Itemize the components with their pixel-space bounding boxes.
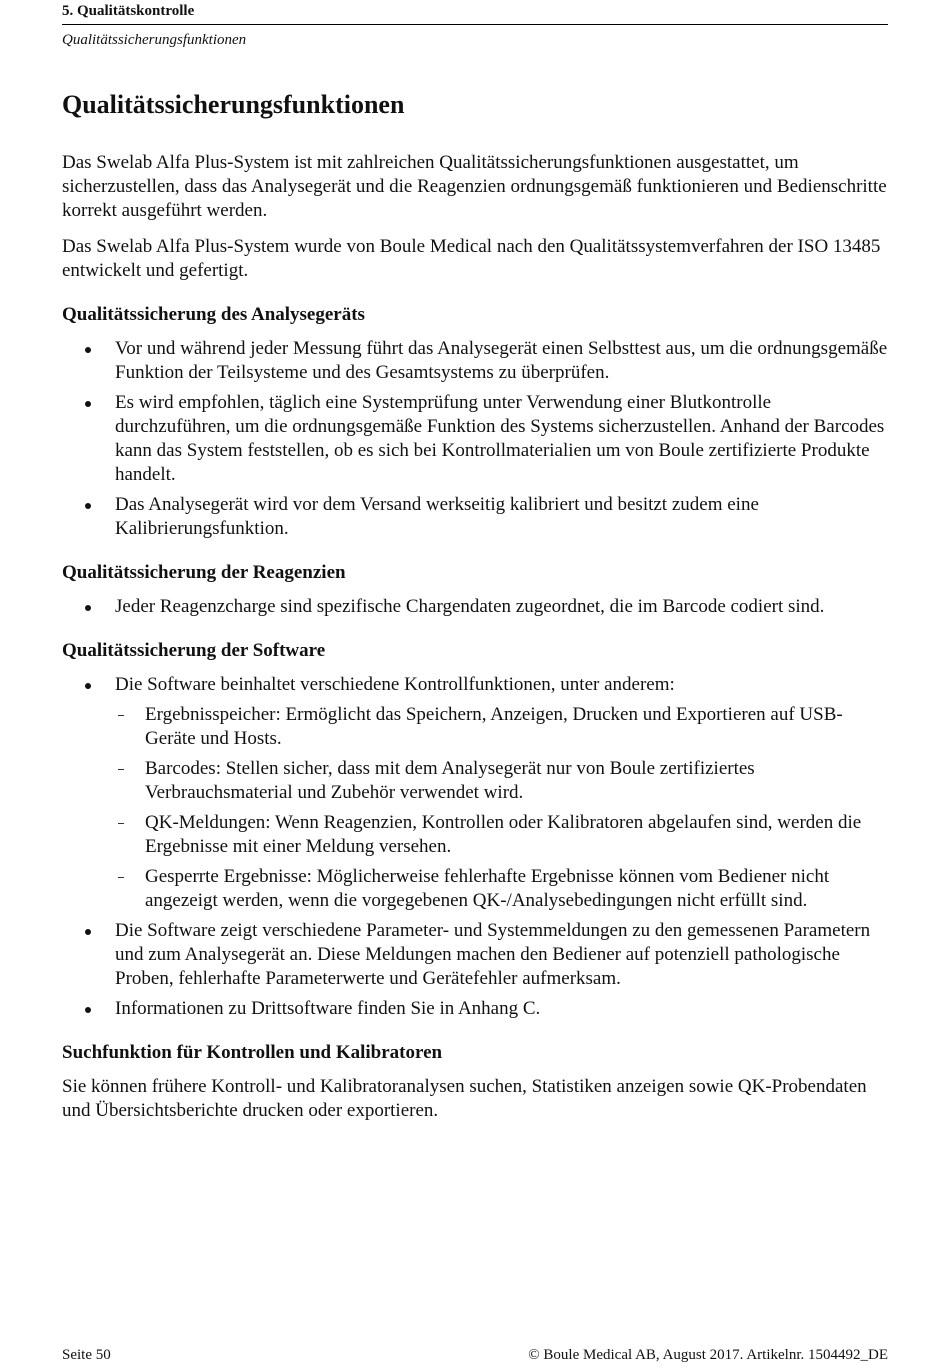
page-title: Qualitätssicherungsfunktionen [62, 90, 405, 119]
bullet-icon [85, 929, 91, 935]
search-function-paragraph: Sie können frühere Kontroll- und Kalibratoranalysen suchen, Statistiken anzeigen sowie QK-Probendaten und Übersichtsberichte drucken oder exportieren. [62, 1076, 867, 1121]
list-item: Die Software zeigt verschiedene Parameter- und Systemmeldungen zu den gemessenen Parametern und zum Analysegerät an. Diese Meldungen machen den Bediener auf potenziell pathologische Proben, fehlerhafte Parameterwerte und Gerätefehler aufmerksam. [62, 919, 888, 991]
list-item: Die Software beinhaltet verschiedene Kontrollfunktionen, unter anderem: Ergebnisspeicher: Ermöglicht das Speichern, Anzeigen, Drucken und Exportieren auf USB-Geräte und Hosts. Barcodes: Stellen sicher, dass mit dem Analysegerät nur von Boule zertifiziertes Verbrauchsmaterial und Zubehör verwendet wird. QK-Meldungen: Wenn Reagenzien, Kontrollen oder Kalibratoren abgelaufen sind, werden die Ergebnisse mit einer Meldung versehen. Gesperrte Ergebnisse: Möglicherweise fehlerhafte Ergebnisse können vom Bediener nicht angezeigt werden, wenn die vorgegebenen QK-/Analysebedingungen nicht erfüllt sind. [62, 673, 888, 913]
running-header-chapter: 5. Qualitätskontrolle [62, 3, 195, 19]
list-item: Jeder Reagenzcharge sind spezifische Chargendaten zugeordnet, die im Barcode codiert sind. [62, 595, 888, 619]
bullet-icon [85, 503, 91, 509]
list-item: Das Analysegerät wird vor dem Versand werkseitig kalibriert und besitzt zudem eine Kalibrierungsfunktion. [62, 493, 888, 541]
heading-search-function: Suchfunktion für Kontrollen und Kalibratoren [62, 1042, 443, 1063]
software-control-functions-list [115, 703, 888, 913]
analyzer-qa-list [62, 337, 888, 541]
list-item: Gesperrte Ergebnisse: Möglicherweise fehlerhafte Ergebnisse können vom Bediener nicht angezeigt werden, wenn die vorgegebenen QK-/Analysebedingungen nicht erfüllt sind. [115, 865, 888, 913]
bullet-icon [85, 401, 91, 407]
bullet-icon [85, 683, 91, 689]
dash-icon [118, 823, 124, 824]
bullet-icon [85, 347, 91, 353]
bullet-icon [85, 605, 91, 611]
running-header-section: Qualitätssicherungsfunktionen [62, 32, 247, 48]
list-item: QK-Meldungen: Wenn Reagenzien, Kontrollen oder Kalibratoren abgelaufen sind, werden die Ergebnisse mit einer Meldung versehen. [115, 811, 888, 859]
main-content [62, 88, 888, 1135]
bullet-icon [85, 1007, 91, 1013]
page-number: Seite 50 [62, 1347, 111, 1363]
heading-software-qa: Qualitätssicherung der Software [62, 640, 326, 661]
list-item: Informationen zu Drittsoftware finden Sie in Anhang C. [62, 997, 888, 1021]
copyright-notice: © Boule Medical AB, August 2017. Artikelnr. 1504492_DE [528, 1347, 888, 1363]
heading-reagents-qa: Qualitätssicherung der Reagenzien [62, 562, 346, 583]
list-item: Vor und während jeder Messung führt das Analysegerät einen Selbsttest aus, um die ordnungsgemäße Funktion der Teilsysteme und des Gesamtsystems zu überprüfen. [62, 337, 888, 385]
intro-paragraph-2: Das Swelab Alfa Plus-System wurde von Boule Medical nach den Qualitätssystemverfahren der ISO 13485 entwickelt und gefertigt. [62, 236, 881, 281]
list-item: Es wird empfohlen, täglich eine Systemprüfung unter Verwendung einer Blutkontrolle durchzuführen, um die ordnungsgemäße Funktion des Systems sicherzustellen. Anhand der Barcodes kann das System feststellen, ob es sich bei Kontrollmaterialien um von Boule zertifizierte Produkte handelt. [62, 391, 888, 487]
reagents-qa-list [62, 595, 888, 619]
intro-paragraph-1: Das Swelab Alfa Plus-System ist mit zahlreichen Qualitätssicherungsfunktionen ausgestattet, um sicherzustellen, dass das Analysegerät und die Reagenzien ordnungsgemäß funktionieren und Bedienschritte korrekt ausgeführt werden. [62, 152, 887, 221]
dash-icon [118, 769, 124, 770]
heading-analyzer-qa: Qualitätssicherung des Analysegeräts [62, 304, 365, 325]
dash-icon [118, 715, 124, 716]
software-qa-list [62, 673, 888, 1021]
list-item: Barcodes: Stellen sicher, dass mit dem Analysegerät nur von Boule zertifiziertes Verbrauchsmaterial und Zubehör verwendet wird. [115, 757, 888, 805]
header-rule [62, 24, 888, 25]
list-item: Ergebnisspeicher: Ermöglicht das Speichern, Anzeigen, Drucken und Exportieren auf USB-Geräte und Hosts. [115, 703, 888, 751]
dash-icon [118, 877, 124, 878]
